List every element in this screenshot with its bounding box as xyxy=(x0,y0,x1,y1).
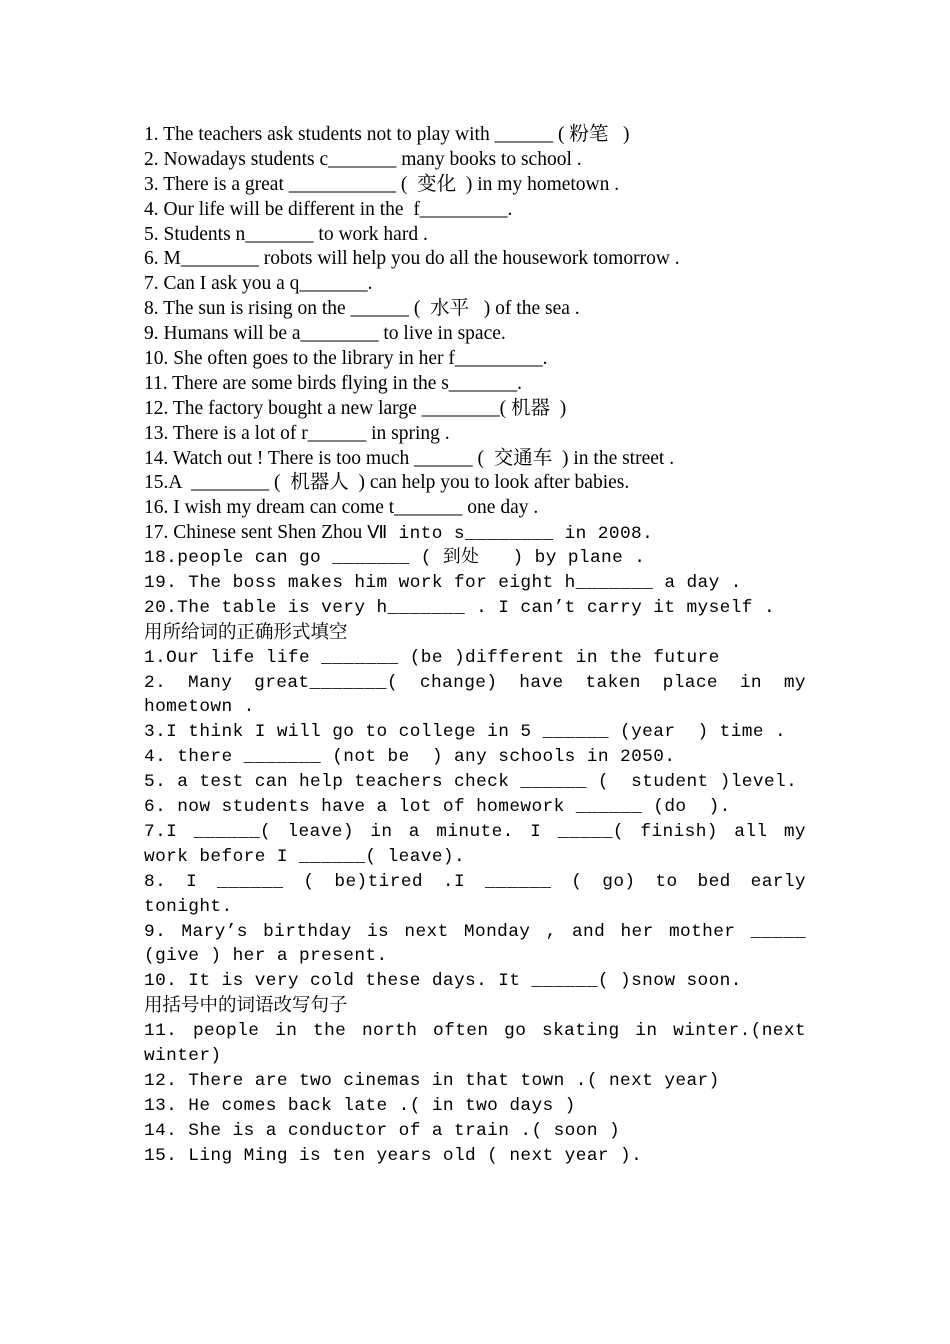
exercise-line: 11. There are some birds flying in the s_______. xyxy=(144,372,523,394)
exercise-line: 3. There is a great ___________ ( 变化 ) in my hometown . xyxy=(144,173,620,195)
exercise-line: 6. now students have a lot of homework ______ (do ). xyxy=(144,797,731,818)
exercise-line: 1.Our life life _______ (be )different in the future xyxy=(144,647,720,668)
exercise-line: 4. there _______ (not be ) any schools in 2050. xyxy=(144,747,676,768)
exercise-line: 14. She is a conductor of a train .( soon ) xyxy=(144,1120,621,1141)
exercise-line: 5. a test can help teachers check ______ ( student )level. xyxy=(144,772,798,793)
section-heading-word-forms: 用所给词的正确形式填空 xyxy=(144,621,348,643)
exercise-line: 13. He comes back late .( in two days ) xyxy=(144,1095,576,1116)
exercise-line: 13. There is a lot of r______ in spring . xyxy=(144,422,450,444)
exercise-line: winter) xyxy=(144,1045,222,1066)
exercise-line: 9. Mary’s birthday is next Monday , and her mother _____ xyxy=(144,921,806,942)
exercise-line: 7.I ______( leave) in a minute. I _____( finish) all my xyxy=(144,821,806,842)
exercise-line: 12. There are two cinemas in that town .( next year) xyxy=(144,1070,720,1091)
exercise-line: work before I ______( leave). xyxy=(144,846,466,867)
exercise-line: 4. Our life will be different in the f_________. xyxy=(144,198,513,220)
exercise-line: 12. The factory bought a new large ________( 机器 ) xyxy=(144,397,567,419)
exercise-line: 7. Can I ask you a q_______. xyxy=(144,273,373,295)
exercise-line: 3.I think I will go to college in 5 ______ (year ) time . xyxy=(144,722,787,743)
exercise-line: 15.A ________ ( 机器人 ) can help you to look after babies. xyxy=(144,472,630,494)
exercise-line: 1. The teachers ask students not to play with ______ ( 粉笔 ) xyxy=(144,124,630,145)
exercise-line: 16. I wish my dream can come t_______ one day . xyxy=(144,497,539,519)
exercise-text: Ⅶ into s________ in 2008. xyxy=(367,524,654,545)
vocabulary-fill-in-section xyxy=(144,123,806,521)
vocabulary-fill-in-continued xyxy=(144,546,806,621)
exercise-line: 14. Watch out ! There is too much ______ ( 交通车 ) in the street . xyxy=(144,447,675,469)
exercise-line: (give ) her a present. xyxy=(144,946,388,967)
exercise-line: 6. M________ robots will help you do all the housework tomorrow . xyxy=(144,248,680,270)
exercise-text: 17. Chinese sent Shen Zhou xyxy=(144,522,368,544)
exercise-line: 8. I ______ ( be)tired .I ______ ( go) to bed early xyxy=(144,871,806,892)
exercise-line: 20.The table is very h_______ . I can’t carry it myself . xyxy=(144,597,776,618)
exercise-line: 18.people can go _______ ( 到处 ) by plane . xyxy=(144,548,646,569)
worksheet xyxy=(144,123,806,1168)
exercise-line: 8. The sun is rising on the ______ ( 水平 ) of the sea . xyxy=(144,298,580,320)
exercise-line: 10. It is very cold these days. It ______( )snow soon. xyxy=(144,971,742,992)
section-heading-rewrite: 用括号中的词语改写句子 xyxy=(144,995,348,1017)
exercise-line: 2. Many great_______( change) have taken place in my xyxy=(144,672,806,693)
exercise-line: 2. Nowadays students c_______ many books to school . xyxy=(144,148,582,170)
exercise-line: 5. Students n_______ to work hard . xyxy=(144,223,428,245)
exercise-line: 10. She often goes to the library in her f_________. xyxy=(144,348,548,370)
exercise-line: 19. The boss makes him work for eight h_______ a day . xyxy=(144,573,742,594)
exercise-line: 11. people in the north often go skating in winter.(next xyxy=(144,1021,806,1042)
exercise-line: hometown . xyxy=(144,697,255,718)
exercise-line xyxy=(144,521,806,546)
exercise-line: 9. Humans will be a________ to live in space. xyxy=(144,323,506,345)
exercise-line: 15. Ling Ming is ten years old ( next year ). xyxy=(144,1145,643,1166)
exercise-line: tonight. xyxy=(144,896,233,917)
